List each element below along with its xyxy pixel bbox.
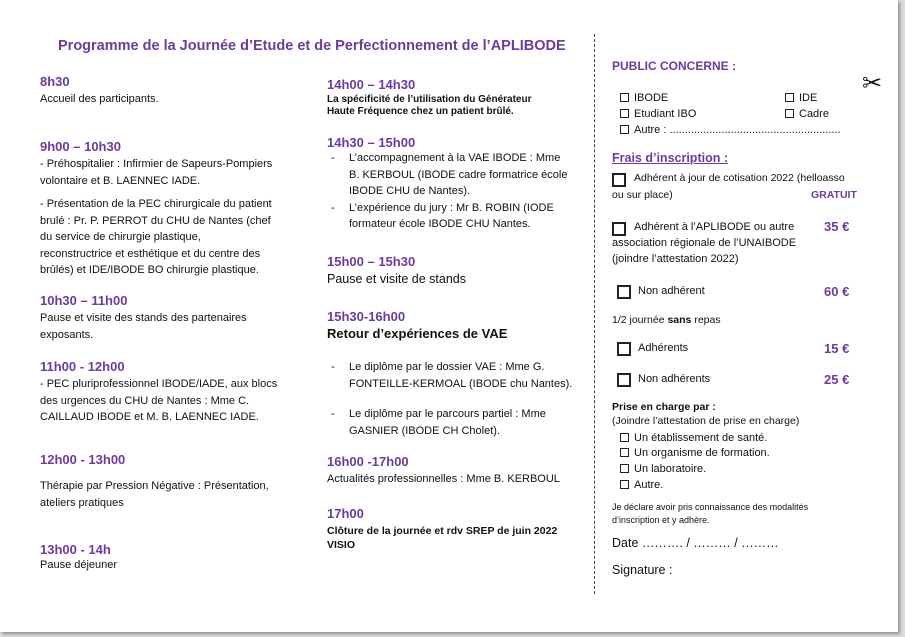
time-slot: 10h30 – 11h00	[40, 293, 128, 308]
prise-subtitle: (Joindre l’attestation de prise en charge)	[612, 415, 800, 427]
text-line: B. KERBOUL (IBODE cadre formatrice école	[349, 168, 568, 181]
slot-text: Actualités professionnelles : Mme B. KERBOUL	[327, 473, 560, 485]
fee-label: Adhérent à jour de cotisation 2022 (helloasso	[634, 172, 845, 184]
checkbox-icon[interactable]	[617, 342, 631, 356]
text-line: - Présentation de la PEC chirurgicale du patient	[40, 198, 272, 210]
date-field[interactable]: Date ………. / ……… / ………	[612, 536, 779, 550]
slot-text	[40, 478, 269, 511]
fee-price: 25 €	[824, 372, 850, 387]
checkbox-etudiant[interactable]	[620, 106, 696, 123]
bullet-item	[327, 150, 587, 200]
time-slot: 15h30-16h00	[327, 309, 406, 324]
checkbox-label: IDE	[799, 92, 818, 104]
checkbox-label: IBODE	[634, 92, 669, 104]
checkbox-organisme[interactable]	[620, 445, 770, 462]
checkbox-icon[interactable]	[620, 480, 629, 489]
text-line: formateur école IBODE CHU Nantes.	[349, 218, 531, 230]
fee-label: association régionale de l’UNAIBODE	[612, 237, 797, 249]
checkbox-icon[interactable]	[617, 285, 631, 299]
checkbox-label: Un établissement de santé.	[634, 432, 768, 444]
time-slot: 15h00 – 15h30	[327, 254, 416, 269]
slot-text	[327, 524, 557, 552]
text-line: brûlés) et IDE/IBODE BO chirurgie plastique.	[40, 264, 259, 276]
signature-field[interactable]: Signature :	[612, 563, 673, 577]
slot-text	[327, 150, 587, 233]
fee-option-half-non-adherents[interactable]	[617, 372, 862, 390]
text-line: d’inscription et y adhère.	[612, 515, 710, 525]
page-title: Programme de la Journée d’Etude et de Perfectionnement de l’APLIBODE	[58, 38, 566, 54]
checkbox-icon[interactable]	[617, 373, 631, 387]
text-line: Je déclare avoir pris connaissance des modalités	[612, 502, 809, 512]
half-day-label	[612, 314, 721, 326]
checkbox-label: Cadre	[799, 108, 829, 120]
text-line: - PEC pluriprofessionnel IBODE/IADE, aux blocs	[40, 378, 278, 390]
slot-text: Pause et visite de stands	[327, 272, 466, 286]
text-line: du service de chirurgie plastique,	[40, 231, 201, 243]
text-line: ateliers pratiques	[40, 496, 124, 509]
public-title: PUBLIC CONCERNE :	[612, 59, 737, 73]
fee-label: Adhérent à l’APLIBODE ou autre	[634, 221, 795, 233]
checkbox-laboratoire[interactable]	[620, 461, 706, 478]
slot-text	[40, 376, 277, 426]
text-line: IBODE CHU de Nantes).	[349, 185, 471, 197]
time-slot: 14h00 – 14h30	[327, 77, 416, 92]
text-line: Thérapie par Pression Négative : Présentation,	[40, 480, 269, 492]
slot-text	[327, 94, 532, 118]
text-line: - Le diplôme par le dossier VAE : Mme G.	[349, 361, 545, 373]
fee-option-half-adherents[interactable]	[617, 341, 862, 359]
time-slot: 8h30	[40, 74, 70, 89]
checkbox-icon[interactable]	[620, 448, 629, 457]
fee-price: 35 €	[824, 219, 850, 234]
checkbox-label: Etudiant IBO	[634, 108, 697, 120]
checkbox-icon[interactable]	[785, 93, 794, 102]
bullet-item	[327, 406, 587, 439]
slot-text: Pause déjeuner	[40, 559, 118, 571]
time-slot: 11h00 - 12h00	[40, 359, 125, 374]
time-slot: 16h00 -17h00	[327, 454, 409, 469]
text-line: CAILLAUD IBODE et M. B. LAENNEC IADE.	[40, 411, 259, 423]
slot-text	[40, 310, 247, 343]
checkbox-label: Un laboratoire.	[634, 463, 707, 475]
fee-option-cotisation[interactable]	[612, 171, 862, 211]
checkbox-autre[interactable]	[620, 122, 841, 139]
half-day-bold: sans	[667, 314, 692, 326]
checkbox-icon[interactable]	[612, 222, 626, 236]
slot-heading: Retour d’expériences de VAE	[327, 326, 508, 341]
checkbox-icon[interactable]	[620, 125, 629, 134]
time-slot: 12h00 - 13h00	[40, 452, 126, 467]
fee-label: Non adhérents	[638, 373, 711, 385]
checkbox-ide[interactable]	[785, 90, 817, 107]
slot-text: Accueil des participants.	[40, 93, 159, 105]
fee-label: Non adhérent	[638, 285, 705, 297]
cut-divider	[594, 34, 595, 594]
checkbox-icon[interactable]	[620, 433, 629, 442]
text-line: FONTEILLE-KERMOAL (IBODE chu Nantes).	[349, 377, 573, 390]
text-line: reconstructrice et esthétique et du centre des	[40, 247, 261, 260]
fee-price: 15 €	[824, 341, 850, 356]
fee-label: Adhérents	[638, 342, 689, 354]
time-slot: 13h00 - 14h	[40, 542, 111, 557]
slot-text	[327, 359, 587, 439]
fee-label: ou sur place)	[612, 189, 673, 201]
checkbox-icon[interactable]	[612, 173, 626, 187]
fee-option-non-adherent[interactable]	[617, 284, 862, 302]
text-line: VISIO	[327, 539, 356, 551]
text-line: Haute Fréquence chez un patient brûlé.	[327, 106, 514, 117]
time-slot: 9h00 – 10h30	[40, 139, 121, 154]
checkbox-cadre[interactable]	[785, 106, 829, 123]
checkbox-icon[interactable]	[620, 109, 629, 118]
checkbox-ibode[interactable]	[620, 90, 668, 107]
fee-price: 60 €	[824, 284, 850, 299]
text-line: Clôture de la journée et rdv SREP de juin 2022	[327, 525, 558, 537]
text-line: GASNIER (IBODE CH Cholet).	[349, 424, 500, 437]
time-slot: 17h00	[327, 506, 364, 521]
bullet-item	[327, 200, 587, 233]
frais-title: Frais d’inscription :	[612, 151, 728, 165]
fee-price: GRATUIT	[811, 189, 857, 201]
fee-option-adherent[interactable]	[612, 219, 862, 271]
half-day-suffix: repas	[691, 314, 721, 326]
checkbox-label: Autre.	[634, 479, 664, 491]
text-line: exposants.	[40, 328, 94, 341]
declaration-text	[612, 501, 808, 527]
slot-text	[40, 156, 300, 279]
bullet-item	[327, 359, 587, 392]
text-line: des urgences du CHU de Nantes : Mme C.	[40, 394, 250, 407]
text-line: Pause et visite des stands des partenaires	[40, 312, 247, 324]
text-line: - L’expérience du jury : Mr B. ROBIN (IODE	[349, 201, 554, 214]
prise-title: Prise en charge par :	[612, 401, 716, 413]
checkbox-icon[interactable]	[785, 109, 794, 118]
text-line: - Le diplôme par le parcours partiel : Mme	[349, 408, 546, 420]
text-line: volontaire et B. LAENNEC IADE.	[40, 174, 201, 187]
scissors-icon: ✂	[862, 70, 883, 97]
checkbox-icon[interactable]	[620, 93, 629, 102]
time-slot: 14h30 – 15h00	[327, 135, 416, 150]
checkbox-label: Autre : ........................................................	[634, 124, 841, 136]
fee-label: (joindre l’attestation 2022)	[612, 253, 739, 265]
text-line: brulé : Pr. P. PERROT du CHU de Nantes (chef	[40, 214, 271, 227]
text-line: - Préhospitalier : Infirmier de Sapeurs-Pompiers	[40, 158, 273, 170]
checkbox-icon[interactable]	[620, 464, 629, 473]
half-day-prefix: 1/2 journée	[612, 314, 668, 326]
text-line: La spécificité de l’utilisation du Générateur	[327, 94, 532, 105]
checkbox-autre-prise[interactable]	[620, 477, 663, 494]
checkbox-label: Un organisme de formation.	[634, 447, 770, 459]
text-line: - L’accompagnement à la VAE IBODE : Mme	[349, 152, 561, 164]
